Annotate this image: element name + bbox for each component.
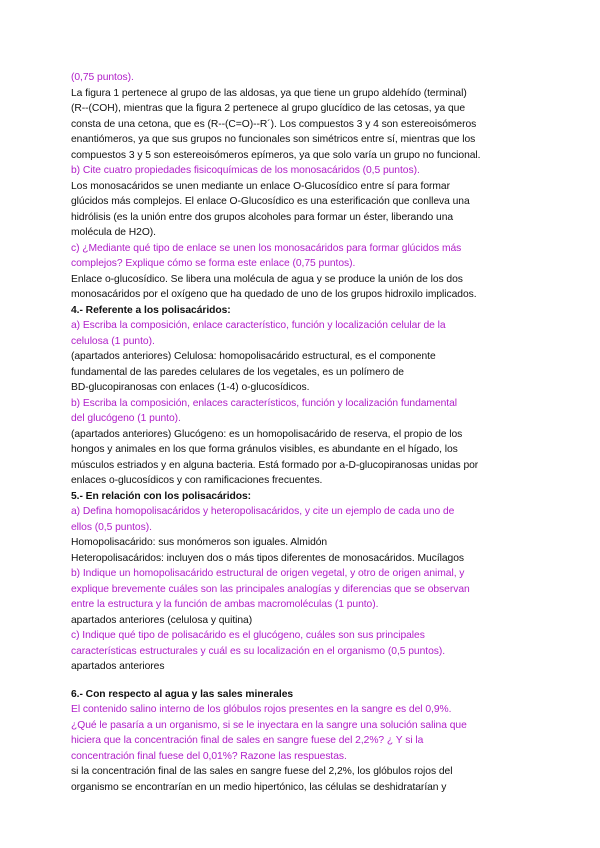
section-heading: 6.- Con respecto al agua y las sales minerales	[71, 688, 294, 700]
answer-line: BD-glucopiranosas con enlaces (1-4) o-glucosídicos.	[71, 382, 310, 393]
question-line: celulosa (1 punto).	[71, 335, 155, 347]
section-5-polisacaridos	[71, 489, 533, 675]
answer-line: Enlace o-glucosídico. Se libera una molécula de agua y se produce la unión de los dos	[71, 273, 463, 285]
question-line: concentración final fuese del 0,01%? Razone las respuestas.	[71, 750, 347, 762]
intro-block	[71, 70, 533, 303]
answer-line: consta de una cetona, que es (R--(C=O)--R´). Los compuestos 3 y 4 son estereoisómeros	[71, 118, 477, 130]
answer-line: fundamental de las paredes celulares de los vegetales, es un polímero de	[71, 366, 404, 378]
answer-line: apartados anteriores	[71, 661, 165, 672]
paragraph-gap	[71, 675, 533, 687]
section-heading: 4.- Referente a los polisacáridos:	[71, 304, 231, 316]
answer-line: apartados anteriores (celulosa y quitina)	[71, 614, 253, 626]
answer-line: La figura 1 pertenece al grupo de las aldosas, ya que tiene un grupo aldehído (terminal)	[71, 87, 467, 99]
question-line: b) Cite cuatro propiedades fisicoquímicas de los monosacáridos (0,5 puntos).	[71, 165, 420, 176]
question-line: características estructurales y cuál es su localización en el organismo (0,5 puntos).	[71, 645, 446, 657]
section-4-polisacaridos	[71, 303, 533, 489]
answer-line: hidrólisis (es la unión entre dos grupos alcoholes para formar un éster, liberando una	[71, 211, 454, 223]
answer-line: (apartados anteriores) Glucógeno: es un homopolisacárido de reserva, el propio de los	[71, 428, 463, 440]
answer-line: enlaces o-glucosídicos y con ramificaciones frecuentes.	[71, 475, 323, 486]
answer-line: monosacáridos por el oxígeno que ha quedado de uno de los grupos hidroxilo implicados.	[71, 289, 477, 300]
question-line: El contenido salino interno de los glóbulos rojos presentes en la sangre es del 0,9%.	[71, 704, 452, 715]
answer-line: hongos y animales en los que forma gránulos visibles, es abundante en el hígado, los	[71, 444, 458, 455]
answer-line: compuestos 3 y 5 son estereoisómeros epímeros, ya que solo varía un grupo no funcional.	[71, 149, 481, 161]
answer-line: Heteropolisacáridos: incluyen dos o más tipos diferentes de monosacáridos. Mucílagos	[71, 552, 465, 564]
question-line: b) Indique un homopolisacárido estructural de origen vegetal, y otro de origen animal, y	[71, 568, 465, 579]
question-line: b) Escriba la composición, enlaces característicos, función y localización fundamental	[71, 397, 458, 409]
question-line: explique brevemente cuáles son las principales analogías y diferencias que se observan	[71, 583, 470, 595]
question-line: c) ¿Mediante qué tipo de enlace se unen los monosacáridos para formar glúcidos más	[71, 242, 462, 254]
question-line: complejos? Explique cómo se forma este enlace (0,75 puntos).	[71, 258, 356, 269]
question-line: a) Escriba la composición, enlace característico, función y localización celular de la	[71, 320, 446, 331]
section-6-agua-sales	[71, 687, 533, 796]
answer-line: enantiómeros, ya que sus grupos no funcionales son simétricos entre sí, mientras que los	[71, 134, 476, 145]
answer-line: (apartados anteriores) Celulosa: homopolisacárido estructural, es el componente	[71, 351, 436, 362]
question-line: (0,75 puntos).	[71, 72, 134, 83]
answer-line: (R--(COH), mientras que la figura 2 pertenece al grupo glucídico de las cetosas, ya que	[71, 103, 465, 114]
document-body	[71, 70, 533, 795]
answer-line: glúcidos más complejos. El enlace O-Glucosídico es una esterificación que conlleva una	[71, 196, 470, 207]
question-line: a) Defina homopolisacáridos y heteropolisacáridos, y cite un ejemplo de cada uno de	[71, 506, 455, 517]
answer-line: si la concentración final de las sales en sangre fuese del 2,2%, los glóbulos rojos del	[71, 766, 453, 777]
section-heading: 5.- En relación con los polisacáridos:	[71, 490, 252, 502]
answer-line: Homopolisacárido: sus monómeros son iguales. Almidón	[71, 537, 328, 548]
answer-line: molécula de H2O).	[71, 227, 156, 238]
answer-line: músculos estriados y en alguna bacteria. Está formado por a-D-glucopiranosas unidas por	[71, 459, 479, 471]
answer-line: organismo se encontrarían en un medio hipertónico, las células se deshidratarían y	[71, 781, 447, 793]
question-line: c) Indique qué tipo de polisacárido es el glucógeno, cuáles son sus principales	[71, 630, 425, 641]
question-line: del glucógeno (1 punto).	[71, 413, 181, 424]
question-line: ellos (0,5 puntos).	[71, 521, 152, 533]
question-line: hiciera que la concentración final de sales en sangre fuese del 2,2%? ¿ Y si la	[71, 735, 424, 746]
question-line: entre la estructura y la función de ambas macromoléculas (1 punto).	[71, 599, 379, 610]
question-line: ¿Qué le pasaría a un organismo, si se le inyectara en la sangre una solución salina que	[71, 719, 467, 731]
answer-line: Los monosacáridos se unen mediante un enlace O-Glucosídico entre sí para formar	[71, 180, 450, 192]
